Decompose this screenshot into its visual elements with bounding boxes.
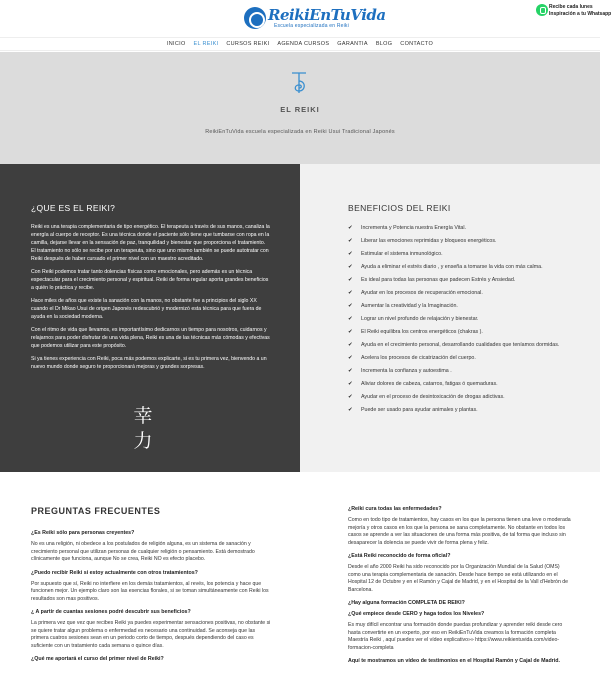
main-nav [0,37,600,51]
faq-question: ¿Puedo recibir Reiki si estoy actualmente con otros tratamientos? [31,569,198,576]
faq-question: Aquí te mostramos un vídeo de testimonios en el Hospital Ramón y Cajal de Madrid. [348,658,560,664]
benefits-title: BENEFICIOS DEL REIKI [348,203,451,213]
page-subtitle: ReikiEnTuVida escuela especializada en Reiki Usui Tradicional Japonés [205,129,395,135]
kanji-char: 幸 [133,405,153,427]
whatsapp-banner[interactable] [536,3,611,19]
benefit-item: ✔ Estimular el sistema inmunológico. [348,251,570,258]
benefit-item: ✔ Ayudar en el proceso de desintoxicación de drogas adictivas. [348,394,570,401]
whatsapp-icon [536,4,548,16]
faq-question: ¿Hay alguna formación COMPLETA DE REIKI? [348,600,465,606]
page-title: EL REIKI [280,105,320,114]
faq-answer: La primera vez que vez que recibes Reiki ya puedes experimentar sensaciones positivas, no obstante si se quiere tratar algun problema o enfermedad es necesario una continuidad. Se aconseja que las primera cuatros sesiones sean en un periodo corto de tiempo, después dependiendo del caso es suficiente con un tratamiento cada semana o quince días. [31,620,271,649]
benefit-item: ✔ Lograr un nivel profundo de relajación y bienestar. [348,316,570,323]
faq-title: PREGUNTAS FRECUENTES [31,506,161,516]
benefit-item: ✔ Liberar las emociones reprimidas y bloqueos energéticos. [348,238,570,245]
paragraph: Con el ritmo de vida que llevamos, es importantísimo dedicarnos un tiempo para nosotros, cuidarnos y relajarnos para poder disfrutar de una vida plena, Reiki es una de las técnicas más cómodas y efectivas que podemos utilizar para este propósito. [31,327,270,349]
benefit-item: ✔ Puede ser usado para ayudar animales y plantas. [348,407,570,414]
paragraph: Reiki es una terapia complementaria de tipo energético. El terapeuta a través de sus manos, canaliza la energía al cuerpo de receptor. Es una técnica donde el paciente sólo tiene que tumbarse con ropa en la camilla, dejarse llevar en la sensación de paz, tranquilidad y bienestar que proporciona el tratamiento. El tratamiento no sólo se recibe por un terapeuta, sino que uno mismo también se puede autotratar con Reiki después de haber cursado el primer nivel con un maestro acreditado. [31,224,270,262]
faq-answer: Por supuesto que sí, Reiki no interfiere en los demás tratamientos, al revés, los potencia y hace que funcionen mejor. Un ejemplo claro son las esencias florales, si se toman simultáneamente con Reiki los resultados son mas positivos. [31,580,269,602]
benefit-item: ✔ Aliviar dolores de cabeza, catarros, fatigas ó quemaduras. [348,381,570,388]
whatsapp-line-2: Inspiración a tu Whatsapp [549,11,611,17]
nav-contacto[interactable]: CONTACTO [400,41,434,47]
faq-answer: Es muy difícil encontrar una formación donde puedas profundizar y aprender reiki desde cero hasta convertirte en un experto, por eso en ReikiEnTuVida creamos la formación completa Maestría Reiki , aquí puedes ver el vídeo explicativo»» https://www.reikientuvida.com/video-formacion-completa [348,622,563,651]
reiki-kanji [128,404,158,454]
faq-question: ¿Reiki cura todas las enfermedades? [348,506,442,512]
benefits-list [348,225,570,420]
what-is-reiki-title: ¿QUE ES EL REIKI? [31,203,116,213]
benefit-item: ✔ Incrementa la confianza y autoestima . [348,368,570,375]
faq-question: ¿Es Reiki sólo para personas creyentes? [31,530,135,536]
site-header [0,0,611,36]
nav-agenda-cursos[interactable]: AGENDA CURSOS [277,41,330,47]
what-is-reiki-text [31,223,271,376]
faq-column-left [31,530,271,667]
faq-question: ¿Qué me aportará el curso del primer nivel de Reiki? [31,656,164,662]
benefit-item: ✔ Incrementa y Potencia nuestra Energía Vital. [348,225,570,232]
benefit-item: ✔ Acelera los procesos de cicatrización del cuerpo. [348,355,570,362]
site-logo[interactable] [244,6,386,32]
logo-subtitle: Escuela especializada en Reiki [274,23,349,29]
faq-answer: Como en todo tipo de tratamientos, hay casos en los que la persona tienen una leve o moderada mejoría y otros casos en los que la persona se sana completamente. No obstante en todos los casos se aprende a ver las situaciones de una forma más positiva, de tal forma que incluso sin desaparecer la dolencia se puede vivir de forma plena y feliz. [348,517,571,546]
nav-blog[interactable]: BLOG [375,41,393,47]
whatsapp-line-1: Recibe cada lunes [549,4,593,10]
what-is-reiki-section [0,164,300,472]
benefit-item: ✔ Aumentar la creatividad y la Imaginación. [348,303,570,310]
paragraph: Con Reiki podemos tratar tanto dolencias físicas como emocionales, pero además es un técnica espectacular para el crecimiento personal y espiritual. Reiki de forma regular aporta grandes beneficios a quién lo práctica y recibe. [31,269,269,291]
benefit-item: ✔ Ayuda a eliminar el estrés diario , y enseña a tomarse la vida con más calma. [348,264,570,271]
faq-answer: No es una religión, ni obedece a los postulados de religión alguna, es un sistema de sanación y crecimiento personal que utilizan personas de cualquier religión o pensamiento. Está demostrado clínicamente que funciona, aunque No se crea, Reiki NO es efecto placebo. [31,541,255,562]
nav-garantia[interactable]: GARANTIA [337,41,368,47]
reiki-symbol-icon [244,7,266,29]
benefits-section [300,164,600,472]
benefit-item: ✔ El Reiki equilibra los centros energéticos (chakras ). [348,329,570,336]
cho-ku-rei-icon [289,71,311,95]
logo-text: ReikiEnTuVida [268,6,386,24]
faq-question: ¿ A partir de cuantas sesiones podré descubrir sus beneficios? [31,609,191,615]
nav-cursos-reiki[interactable]: CURSOS REIKI [226,41,270,47]
benefit-item: ✔ Ayudar en los procesos de recuperación emocional. [348,290,570,297]
nav-el-reiki[interactable]: EL REIKI [193,41,219,47]
benefit-item: ✔ Ayuda en el crecimiento personal, desarrollando cualidades que teníamos dormidas. [348,342,570,349]
hero-banner [0,52,600,164]
faq-answer: Desde el año 2000 Reiki ha sido reconocido por la Organización Mundial de la Salud (OMS) como una terapia complementaria de sanación. Desde hace tiempo se está utilizando en el Hospital 12 de Octubre y en el Ramón y Cajal de Madrid, y en el Hospital de la Vall d'Hebrón de Barcelona. [348,564,569,593]
paragraph: Si ya tienes experiencia con Reiki, poca más podemos explicarte, si es tu primera vez, bienvendo a un nuevo mundo donde seguro te proporcionará mejoras y grandes sorpresas. [31,356,267,370]
kanji-char: 力 [133,430,153,452]
faq-question: ¿Qué empiece desde CERO y haga todos los Niveles? [348,611,485,617]
benefit-item: ✔ Es ideal para todas las personas que padecen Estrés y Ansiedad. [348,277,570,284]
paragraph: Hace miles de años que existe la sanación con la manos, no obstante fue a principios del siglo XX cuando el Dr Mikao Usui de origen Japonés redescubrió y modernizó esta técnica para que fuera de ayuda en la sociedad moderna. [31,298,262,320]
faq-question: ¿Está Reiki reconocido de forma oficial? [348,553,451,559]
faq-column-right [348,506,572,669]
nav-inicio[interactable]: INICIO [166,41,186,47]
